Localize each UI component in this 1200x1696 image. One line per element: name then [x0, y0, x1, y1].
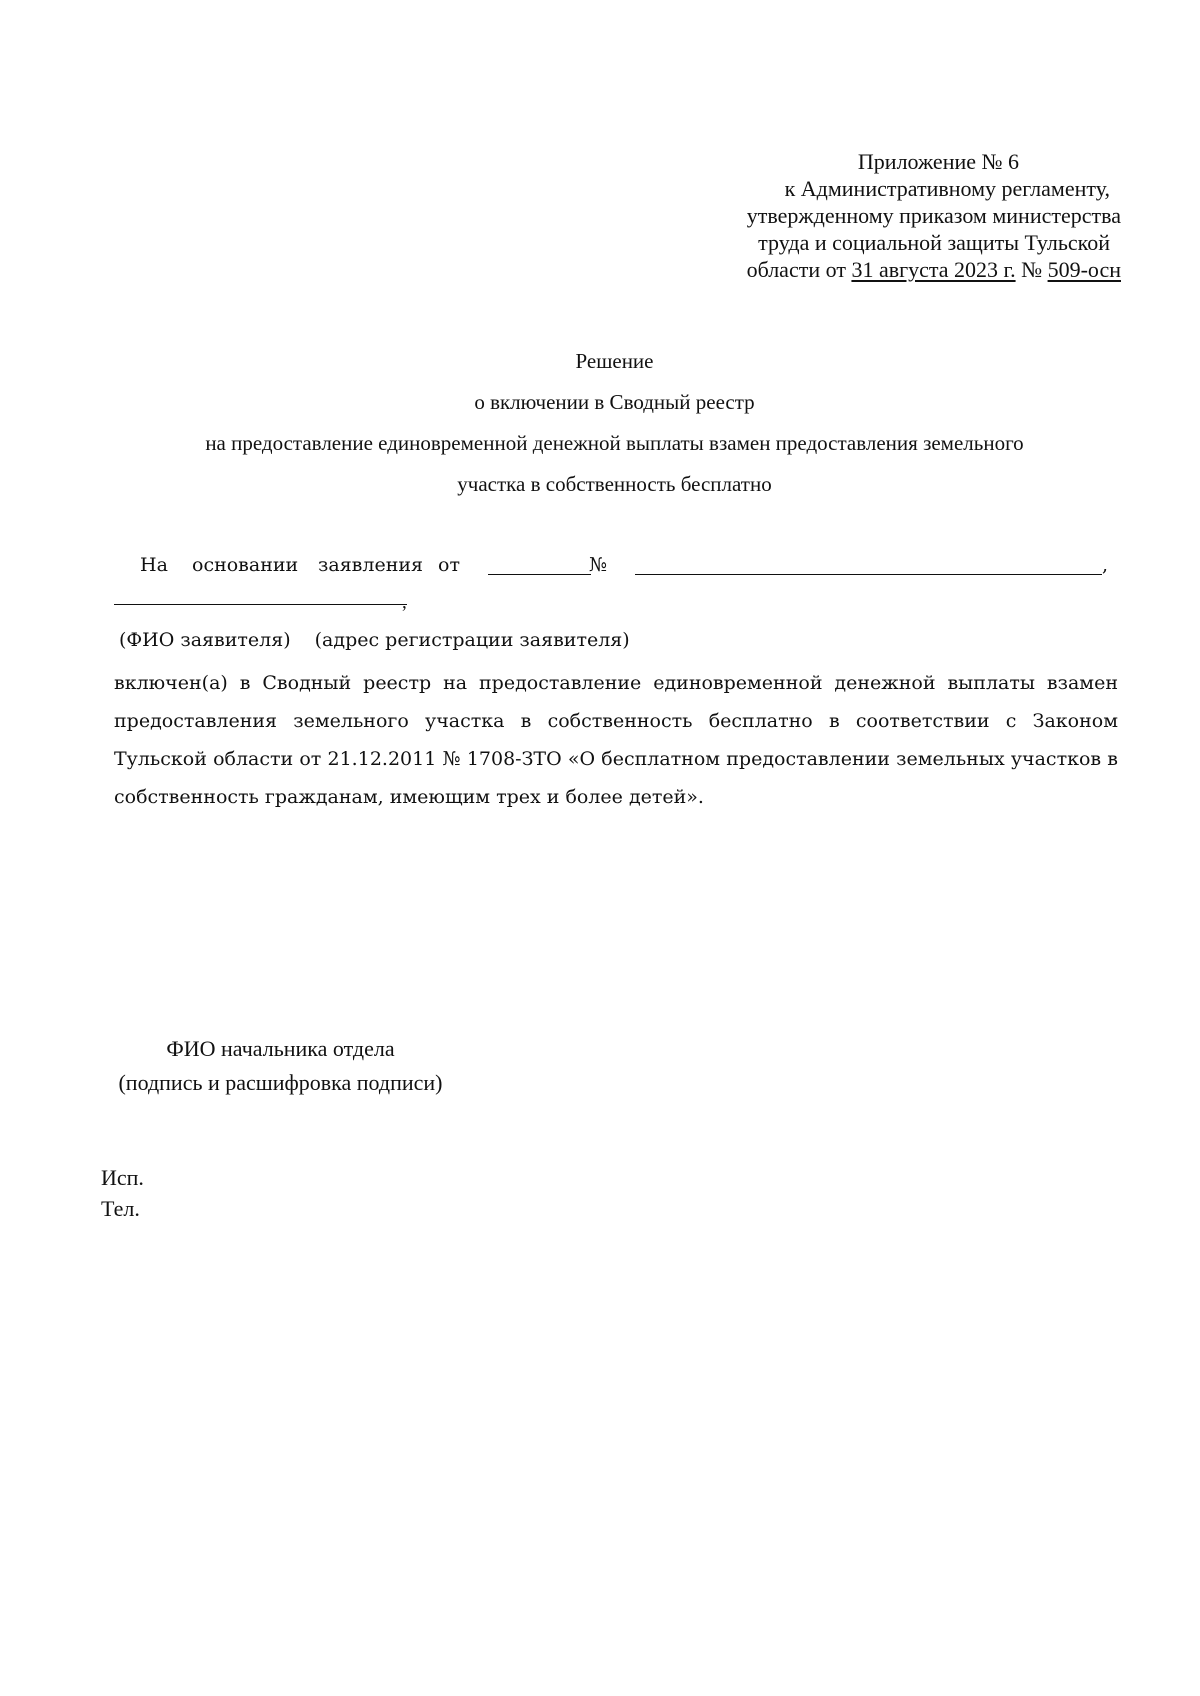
- appendix-order-date: 31 августа 2023 г.: [851, 257, 1016, 282]
- appendix-line-3: утвержденному приказом министерства: [746, 203, 1121, 228]
- word-ot: от: [438, 554, 460, 576]
- applicant-labels: [119, 629, 630, 651]
- application-number-blank: [635, 574, 1102, 575]
- applicant-comma: ,: [402, 592, 407, 613]
- application-number-sign: №: [589, 554, 607, 576]
- word-na: На: [140, 554, 168, 576]
- signature-block: [100, 1032, 461, 1100]
- title-line-4: участка в собственность бесплатно: [457, 472, 772, 496]
- appendix-line-4: труда и социальной защиты Тульской: [758, 230, 1110, 255]
- application-date-blank: [488, 574, 591, 575]
- appendix-line-2: к Административному регламенту,: [784, 176, 1110, 201]
- title-line-2: о включении в Сводный реестр: [474, 390, 755, 414]
- decision-body: включен(а) в Сводный реестр на предоставление единовременной денежной выплаты взамен предоставления земельного участка в собственность бесплатно в соответствии с Законом Тульской области от 21.12.2011 № 1708-ЗТО «О бесплатном предоставлении земельных участков в собственность гражданам, имеющим трех и более детей».: [114, 672, 1118, 808]
- applicant-blank: [114, 604, 407, 605]
- title-line-1: Решение: [575, 349, 654, 373]
- appendix-date-prefix: области от: [746, 257, 846, 282]
- executor-label: Исп.: [101, 1165, 144, 1190]
- appendix-line-5: [747, 256, 1121, 283]
- application-comma: ,: [1102, 554, 1109, 576]
- decision-title: [0, 341, 1200, 505]
- appendix-number: Приложение № 6: [857, 149, 1019, 174]
- executor-block: [101, 1162, 144, 1224]
- executor-phone: Тел.: [101, 1196, 140, 1221]
- appendix-header: [747, 148, 1121, 283]
- label-applicant-name: (ФИО заявителя): [119, 629, 291, 651]
- label-applicant-address: (адрес регистрации заявителя): [314, 629, 630, 651]
- word-osnovanii: основании: [192, 554, 299, 576]
- appendix-order-number: 509-осн: [1047, 257, 1121, 282]
- application-line: [140, 552, 1120, 582]
- appendix-number-sign: №: [1021, 257, 1043, 282]
- title-line-3: на предоставление единовременной денежной выплаты взамен предоставления земельного: [205, 431, 1024, 455]
- signature-name: ФИО начальника отдела: [166, 1036, 395, 1061]
- word-zayavleniya: заявления: [318, 554, 424, 576]
- signature-note: (подпись и расшифровка подписи): [118, 1070, 443, 1095]
